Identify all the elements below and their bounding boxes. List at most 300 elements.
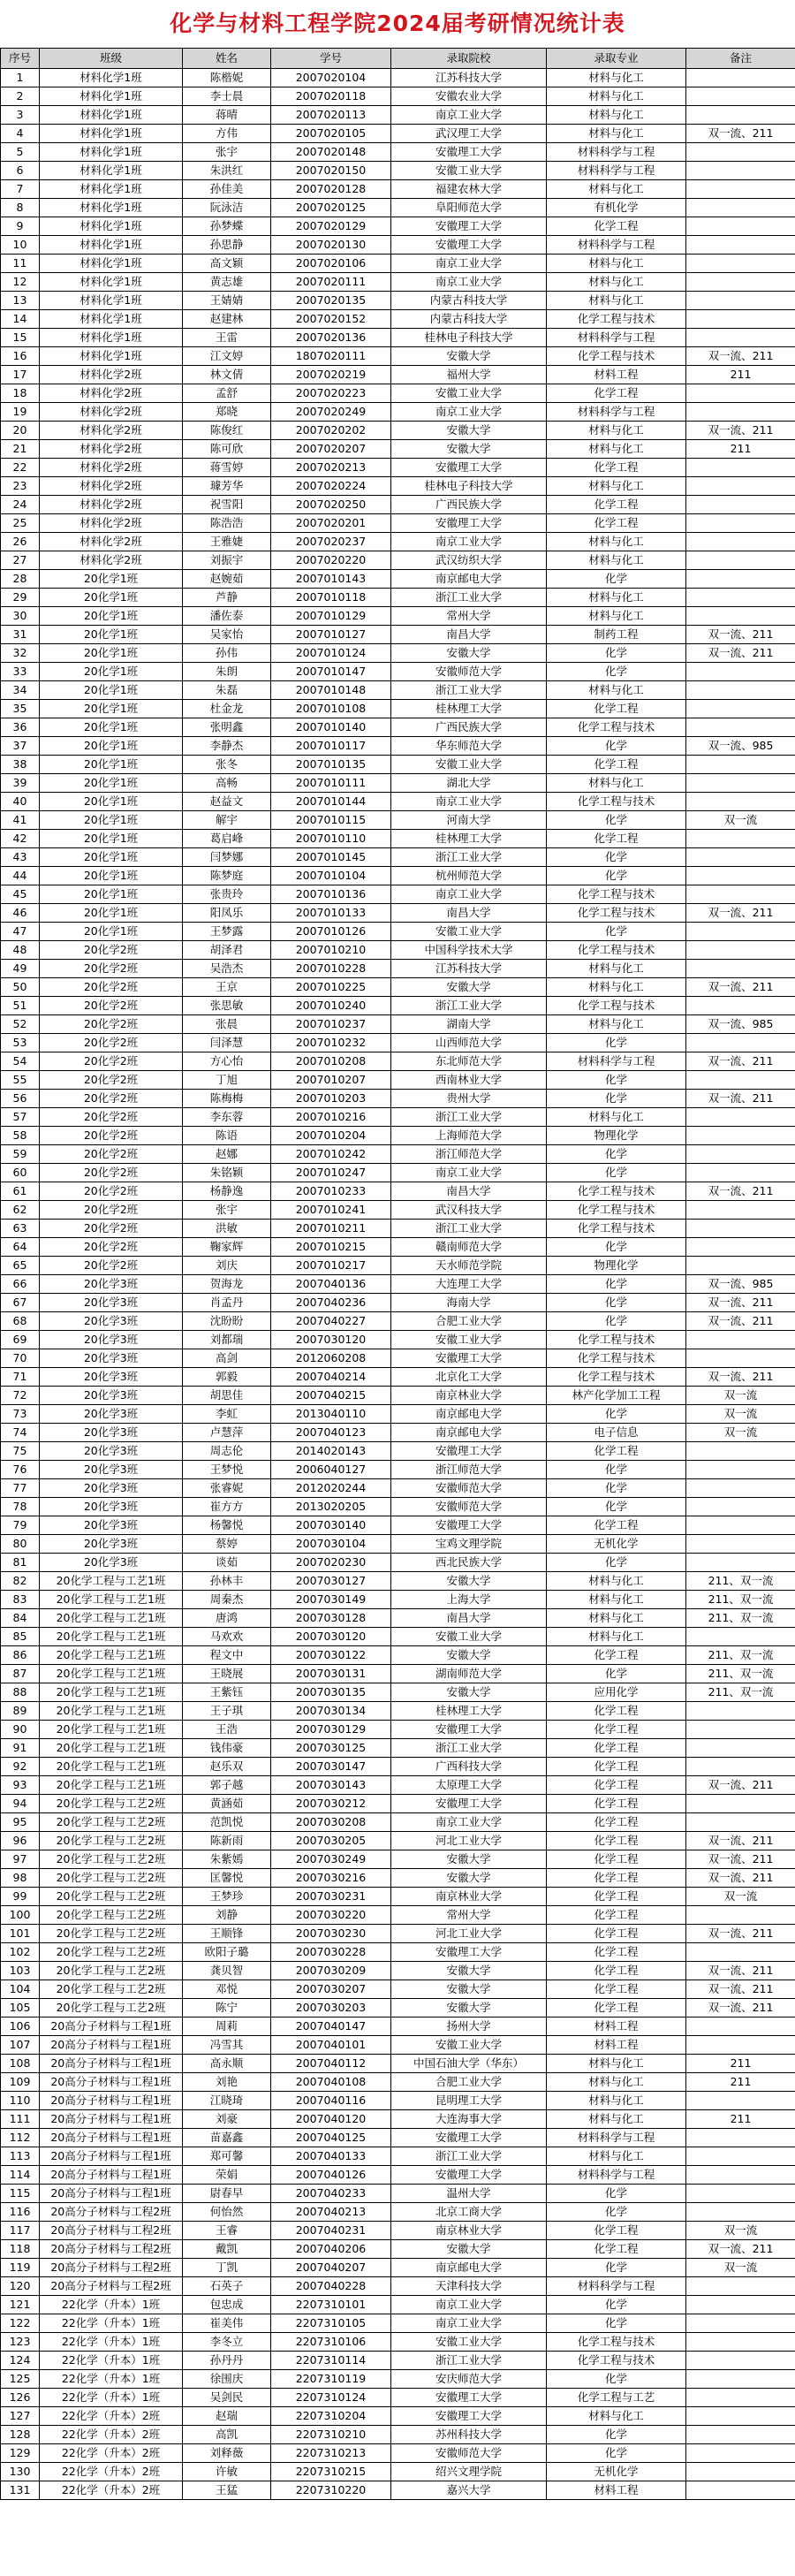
cell-class: 20化学1班	[40, 700, 183, 718]
cell-class: 20化学工程与工艺2班	[40, 1999, 183, 2017]
cell-student-id: 2007040213	[271, 2203, 391, 2222]
cell-name: 江文婷	[183, 347, 271, 366]
cell-note: 双一流、211	[686, 1962, 795, 1980]
table-row	[1, 329, 795, 347]
cell-major: 化学	[547, 1405, 686, 1424]
cell-university: 苏州科技大学	[391, 2426, 547, 2444]
table-row	[1, 551, 795, 570]
cell-major: 材料工程	[547, 2481, 686, 2500]
table-row	[1, 811, 795, 830]
table-row	[1, 1628, 795, 1646]
cell-university: 浙江工业大学	[391, 2352, 547, 2370]
cell-note	[686, 477, 795, 496]
cell-university: 湖南师范大学	[391, 1665, 547, 1683]
table-row	[1, 1071, 795, 1090]
table-row	[1, 2444, 795, 2463]
cell-student-id: 2007020230	[271, 1554, 391, 1572]
cell-index: 40	[1, 793, 40, 811]
table-row	[1, 199, 795, 217]
cell-major: 化学工程	[547, 1832, 686, 1850]
table-row	[1, 1888, 795, 1906]
cell-class: 20化学1班	[40, 811, 183, 830]
cell-student-id: 2007030203	[271, 1999, 391, 2017]
cell-class: 20化学3班	[40, 1312, 183, 1331]
cell-note: 双一流、211	[686, 1182, 795, 1201]
cell-note	[686, 1535, 795, 1554]
cell-university: 桂林电子科技大学	[391, 477, 547, 496]
table-row	[1, 1646, 795, 1665]
cell-index: 101	[1, 1925, 40, 1943]
cell-class: 材料化学2班	[40, 514, 183, 533]
cell-class: 20化学1班	[40, 756, 183, 774]
cell-index: 76	[1, 1461, 40, 1479]
cell-name: 杨馨悦	[183, 1516, 271, 1535]
table-row	[1, 310, 795, 329]
cell-university: 杭州师范大学	[391, 867, 547, 885]
cell-name: 徐围庆	[183, 2370, 271, 2389]
table-row	[1, 1145, 795, 1164]
cell-university: 安徽大学	[391, 1572, 547, 1591]
cell-index: 28	[1, 570, 40, 589]
cell-name: 蒋雪婷	[183, 459, 271, 477]
cell-major: 材料与化工	[547, 273, 686, 292]
cell-index: 121	[1, 2296, 40, 2314]
cell-student-id: 2007030230	[271, 1925, 391, 1943]
table-row	[1, 607, 795, 626]
cell-index: 3	[1, 106, 40, 125]
cell-class: 材料化学2班	[40, 440, 183, 459]
table-row	[1, 978, 795, 997]
cell-student-id: 2007010211	[271, 1220, 391, 1238]
cell-university: 南京林业大学	[391, 2222, 547, 2240]
cell-university: 浙江工业大学	[391, 589, 547, 607]
cell-class: 20化学2班	[40, 1201, 183, 1220]
cell-note	[686, 1257, 795, 1275]
table-row	[1, 236, 795, 255]
cell-index: 82	[1, 1572, 40, 1591]
table-row	[1, 2389, 795, 2407]
cell-class: 20化学1班	[40, 848, 183, 867]
cell-major: 化学工程与工艺	[547, 2389, 686, 2407]
col-header-index: 序号	[1, 49, 40, 69]
cell-name: 刘都瑞	[183, 1331, 271, 1349]
cell-class: 20化学1班	[40, 737, 183, 756]
cell-class: 20化学工程与工艺2班	[40, 1906, 183, 1925]
cell-university: 贵州大学	[391, 1090, 547, 1108]
table-row	[1, 1312, 795, 1331]
cell-class: 22化学（升本）1班	[40, 2370, 183, 2389]
cell-class: 20高分子材料与工程1班	[40, 2147, 183, 2166]
cell-name: 黄涵茹	[183, 1795, 271, 1813]
cell-index: 128	[1, 2426, 40, 2444]
cell-major: 无机化学	[547, 2463, 686, 2481]
cell-index: 46	[1, 904, 40, 923]
cell-major: 化学工程	[547, 1758, 686, 1776]
cell-name: 刘振宇	[183, 551, 271, 570]
cell-student-id: 2007020237	[271, 533, 391, 551]
cell-name: 赵婉茹	[183, 570, 271, 589]
cell-note	[686, 1071, 795, 1090]
cell-student-id: 1807020111	[271, 347, 391, 366]
cell-university: 南昌大学	[391, 626, 547, 644]
cell-university: 武汉理工大学	[391, 125, 547, 143]
cell-name: 陈楷妮	[183, 69, 271, 87]
cell-class: 22化学（升本）1班	[40, 2333, 183, 2352]
cell-major: 化学工程	[547, 459, 686, 477]
cell-university: 南京工业大学	[391, 2314, 547, 2333]
table-row	[1, 1572, 795, 1591]
cell-major: 材料与化工	[547, 292, 686, 310]
cell-class: 20化学1班	[40, 774, 183, 793]
cell-class: 材料化学1班	[40, 143, 183, 162]
cell-note	[686, 1461, 795, 1479]
table-row	[1, 1925, 795, 1943]
cell-major: 材料科学与工程	[547, 162, 686, 180]
cell-name: 张贵玲	[183, 885, 271, 904]
cell-university: 安徽理工大学	[391, 236, 547, 255]
cell-class: 20化学工程与工艺1班	[40, 1758, 183, 1776]
cell-name: 阳凤乐	[183, 904, 271, 923]
table-row	[1, 830, 795, 848]
cell-index: 61	[1, 1182, 40, 1201]
table-row	[1, 422, 795, 440]
table-row	[1, 1609, 795, 1628]
cell-note: 双一流、211	[686, 904, 795, 923]
cell-name: 吴家怡	[183, 626, 271, 644]
cell-major: 材料与化工	[547, 125, 686, 143]
cell-note: 双一流、211	[686, 1980, 795, 1999]
cell-major: 化学	[547, 1312, 686, 1331]
cell-index: 81	[1, 1554, 40, 1572]
cell-name: 陈新雨	[183, 1832, 271, 1850]
cell-index: 70	[1, 1349, 40, 1368]
cell-name: 钱伟豪	[183, 1739, 271, 1758]
cell-index: 18	[1, 384, 40, 403]
cell-major: 化学工程	[547, 1925, 686, 1943]
cell-student-id: 2007030131	[271, 1665, 391, 1683]
cell-note: 双一流、211	[686, 1090, 795, 1108]
cell-class: 20化学3班	[40, 1294, 183, 1312]
cell-class: 20化学3班	[40, 1479, 183, 1498]
cell-class: 20化学2班	[40, 1034, 183, 1052]
cell-index: 71	[1, 1368, 40, 1387]
cell-class: 20化学工程与工艺1班	[40, 1683, 183, 1702]
cell-index: 127	[1, 2407, 40, 2426]
cell-index: 80	[1, 1535, 40, 1554]
cell-university: 安徽理工大学	[391, 514, 547, 533]
cell-student-id: 2007020105	[271, 125, 391, 143]
cell-student-id: 2007040108	[271, 2073, 391, 2092]
cell-index: 11	[1, 255, 40, 273]
cell-major: 材料与化工	[547, 255, 686, 273]
cell-major: 化学	[547, 1294, 686, 1312]
cell-student-id: 2012060208	[271, 1349, 391, 1368]
cell-note	[686, 1331, 795, 1349]
cell-index: 10	[1, 236, 40, 255]
cell-note	[686, 1238, 795, 1257]
cell-major: 物理化学	[547, 1257, 686, 1275]
table-row	[1, 681, 795, 700]
cell-name: 沈盼盼	[183, 1312, 271, 1331]
table-row	[1, 1758, 795, 1776]
cell-note	[686, 2129, 795, 2147]
cell-major: 化学工程	[547, 1906, 686, 1925]
cell-class: 20化学1班	[40, 885, 183, 904]
cell-note	[686, 1201, 795, 1220]
cell-name: 范凯悦	[183, 1813, 271, 1832]
table-row	[1, 2259, 795, 2277]
cell-name: 赵瑞	[183, 2407, 271, 2426]
table-row	[1, 106, 795, 125]
cell-class: 材料化学1班	[40, 329, 183, 347]
cell-name: 阮泳洁	[183, 199, 271, 217]
cell-class: 20化学工程与工艺2班	[40, 1980, 183, 1999]
table-row	[1, 2352, 795, 2370]
cell-major: 材料工程	[547, 2017, 686, 2036]
cell-major: 化学工程	[547, 830, 686, 848]
cell-index: 8	[1, 199, 40, 217]
table-row	[1, 2333, 795, 2352]
cell-student-id: 2007020223	[271, 384, 391, 403]
cell-name: 张宇	[183, 143, 271, 162]
cell-class: 材料化学1班	[40, 236, 183, 255]
cell-index: 78	[1, 1498, 40, 1516]
cell-note	[686, 1906, 795, 1925]
cell-class: 20化学工程与工艺1班	[40, 1628, 183, 1646]
cell-student-id: 2007030140	[271, 1516, 391, 1535]
cell-student-id: 2007010108	[271, 700, 391, 718]
cell-class: 20高分子材料与工程2班	[40, 2277, 183, 2296]
cell-university: 安徽师范大学	[391, 2444, 547, 2463]
table-row	[1, 2240, 795, 2259]
cell-university: 南京工业大学	[391, 1164, 547, 1182]
cell-name: 石英子	[183, 2277, 271, 2296]
table-row	[1, 1015, 795, 1034]
cell-name: 王紫钰	[183, 1683, 271, 1702]
cell-student-id: 2007010133	[271, 904, 391, 923]
cell-major: 化学工程	[547, 1850, 686, 1869]
cell-major: 材料与化工	[547, 2110, 686, 2129]
cell-name: 孙林丰	[183, 1572, 271, 1591]
cell-class: 20化学工程与工艺1班	[40, 1572, 183, 1591]
cell-name: 陈语	[183, 1127, 271, 1145]
table-row	[1, 1702, 795, 1721]
cell-note	[686, 848, 795, 867]
table-row	[1, 737, 795, 756]
table-row	[1, 2166, 795, 2185]
cell-note	[686, 2389, 795, 2407]
cell-name: 郭毅	[183, 1368, 271, 1387]
cell-name: 欧阳子璐	[183, 1943, 271, 1962]
cell-university: 安徽大学	[391, 1850, 547, 1869]
cell-index: 41	[1, 811, 40, 830]
cell-university: 南京工业大学	[391, 793, 547, 811]
cell-index: 91	[1, 1739, 40, 1758]
cell-class: 20高分子材料与工程1班	[40, 2110, 183, 2129]
cell-student-id: 2007030120	[271, 1628, 391, 1646]
table-row	[1, 1368, 795, 1387]
cell-note	[686, 923, 795, 941]
cell-note: 211	[686, 366, 795, 384]
cell-index: 125	[1, 2370, 40, 2389]
cell-class: 20化学1班	[40, 589, 183, 607]
cell-name: 方伟	[183, 125, 271, 143]
table-row	[1, 1182, 795, 1201]
cell-university: 常州大学	[391, 607, 547, 626]
cell-university: 武汉科技大学	[391, 1201, 547, 1220]
cell-note: 双一流	[686, 1888, 795, 1906]
cell-major: 材料科学与工程	[547, 2277, 686, 2296]
cell-student-id: 2007020106	[271, 255, 391, 273]
cell-student-id: 2007010110	[271, 830, 391, 848]
cell-index: 122	[1, 2314, 40, 2333]
table-row	[1, 718, 795, 737]
cell-class: 20化学1班	[40, 904, 183, 923]
cell-student-id: 2007020207	[271, 440, 391, 459]
cell-class: 20化学2班	[40, 1164, 183, 1182]
cell-note: 211、双一流	[686, 1572, 795, 1591]
cell-index: 14	[1, 310, 40, 329]
cell-major: 化学工程	[547, 1813, 686, 1832]
cell-class: 20化学工程与工艺2班	[40, 1925, 183, 1943]
cell-student-id: 2007020104	[271, 69, 391, 87]
cell-name: 高剑	[183, 1349, 271, 1368]
cell-student-id: 2007010242	[271, 1145, 391, 1164]
cell-major: 材料科学与工程	[547, 329, 686, 347]
cell-student-id: 2007010104	[271, 867, 391, 885]
cell-university: 西北民族大学	[391, 1554, 547, 1572]
cell-class: 20高分子材料与工程1班	[40, 2055, 183, 2073]
cell-index: 93	[1, 1776, 40, 1795]
cell-name: 赵益文	[183, 793, 271, 811]
cell-class: 20化学1班	[40, 626, 183, 644]
cell-name: 程文中	[183, 1646, 271, 1665]
cell-student-id: 2007020129	[271, 217, 391, 236]
cell-university: 福州大学	[391, 366, 547, 384]
cell-student-id: 2007020202	[271, 422, 391, 440]
cell-name: 孙丹丹	[183, 2352, 271, 2370]
cell-class: 20化学工程与工艺2班	[40, 1795, 183, 1813]
cell-student-id: 2007030147	[271, 1758, 391, 1776]
cell-university: 南京邮电大学	[391, 1424, 547, 1442]
cell-class: 22化学（升本）1班	[40, 2352, 183, 2370]
cell-student-id: 2007020148	[271, 143, 391, 162]
cell-university: 南京工业大学	[391, 403, 547, 422]
cell-class: 20化学3班	[40, 1331, 183, 1349]
cell-university: 安徽大学	[391, 422, 547, 440]
cell-name: 赵乐双	[183, 1758, 271, 1776]
table-row	[1, 1294, 795, 1312]
cell-student-id: 2007010129	[271, 607, 391, 626]
cell-index: 62	[1, 1201, 40, 1220]
cell-student-id: 2007030208	[271, 1813, 391, 1832]
cell-major: 化学工程与技术	[547, 718, 686, 737]
cell-note: 双一流、211	[686, 978, 795, 997]
cell-major: 化学	[547, 2296, 686, 2314]
cell-note	[686, 2407, 795, 2426]
cell-note	[686, 2333, 795, 2352]
cell-index: 17	[1, 366, 40, 384]
cell-university: 湖南大学	[391, 1015, 547, 1034]
cell-student-id: 2007020220	[271, 551, 391, 570]
cell-note	[686, 1220, 795, 1238]
cell-class: 20高分子材料与工程1班	[40, 2017, 183, 2036]
cell-student-id: 2007020213	[271, 459, 391, 477]
cell-student-id: 2007030249	[271, 1850, 391, 1869]
cell-student-id: 2007010210	[271, 941, 391, 960]
cell-major: 材料与化工	[547, 551, 686, 570]
cell-major: 材料科学与工程	[547, 1052, 686, 1071]
cell-name: 王浩	[183, 1721, 271, 1739]
cell-class: 20化学3班	[40, 1442, 183, 1461]
cell-major: 化学工程与技术	[547, 1331, 686, 1349]
cell-university: 南京工业大学	[391, 106, 547, 125]
cell-note: 211	[686, 2110, 795, 2129]
cell-student-id: 2007030135	[271, 1683, 391, 1702]
cell-student-id: 2007010216	[271, 1108, 391, 1127]
cell-index: 52	[1, 1015, 40, 1034]
cell-name: 张思敏	[183, 997, 271, 1015]
cell-note	[686, 2166, 795, 2185]
cell-note	[686, 2017, 795, 2036]
cell-student-id: 2012020244	[271, 1479, 391, 1498]
table-row	[1, 1554, 795, 1572]
table-row	[1, 570, 795, 589]
table-row	[1, 1108, 795, 1127]
cell-major: 化学	[547, 2426, 686, 2444]
cell-university: 绍兴文理学院	[391, 2463, 547, 2481]
table-row	[1, 1683, 795, 1702]
cell-class: 材料化学2班	[40, 459, 183, 477]
cell-class: 20化学2班	[40, 1127, 183, 1145]
cell-note: 双一流	[686, 1387, 795, 1405]
cell-name: 赵建林	[183, 310, 271, 329]
cell-major: 材料与化工	[547, 1572, 686, 1591]
cell-major: 化学工程与技术	[547, 310, 686, 329]
cell-student-id: 2007020152	[271, 310, 391, 329]
cell-note	[686, 997, 795, 1015]
cell-note	[686, 774, 795, 793]
cell-class: 20化学3班	[40, 1424, 183, 1442]
col-header-class: 班级	[40, 49, 183, 69]
cell-note: 双一流、985	[686, 1015, 795, 1034]
cell-university: 中国石油大学（华东）	[391, 2055, 547, 2073]
cell-name: 高永顺	[183, 2055, 271, 2073]
table-row	[1, 1387, 795, 1405]
table-row	[1, 941, 795, 960]
cell-index: 110	[1, 2092, 40, 2110]
cell-student-id: 2007010115	[271, 811, 391, 830]
cell-index: 36	[1, 718, 40, 737]
cell-major: 化学工程	[547, 756, 686, 774]
cell-student-id: 2013020205	[271, 1498, 391, 1516]
cell-name: 陈梅梅	[183, 1090, 271, 1108]
cell-student-id: 2207310119	[271, 2370, 391, 2389]
cell-student-id: 2207310106	[271, 2333, 391, 2352]
table-row	[1, 1721, 795, 1739]
cell-class: 20化学1班	[40, 793, 183, 811]
cell-university: 浙江师范大学	[391, 1145, 547, 1164]
cell-note	[686, 2296, 795, 2314]
cell-student-id: 2007020130	[271, 236, 391, 255]
cell-note	[686, 2463, 795, 2481]
table-row	[1, 2129, 795, 2147]
cell-major: 化学	[547, 1090, 686, 1108]
cell-student-id: 2007040147	[271, 2017, 391, 2036]
cell-note	[686, 756, 795, 774]
table-row	[1, 1052, 795, 1071]
cell-major: 材料与化工	[547, 533, 686, 551]
